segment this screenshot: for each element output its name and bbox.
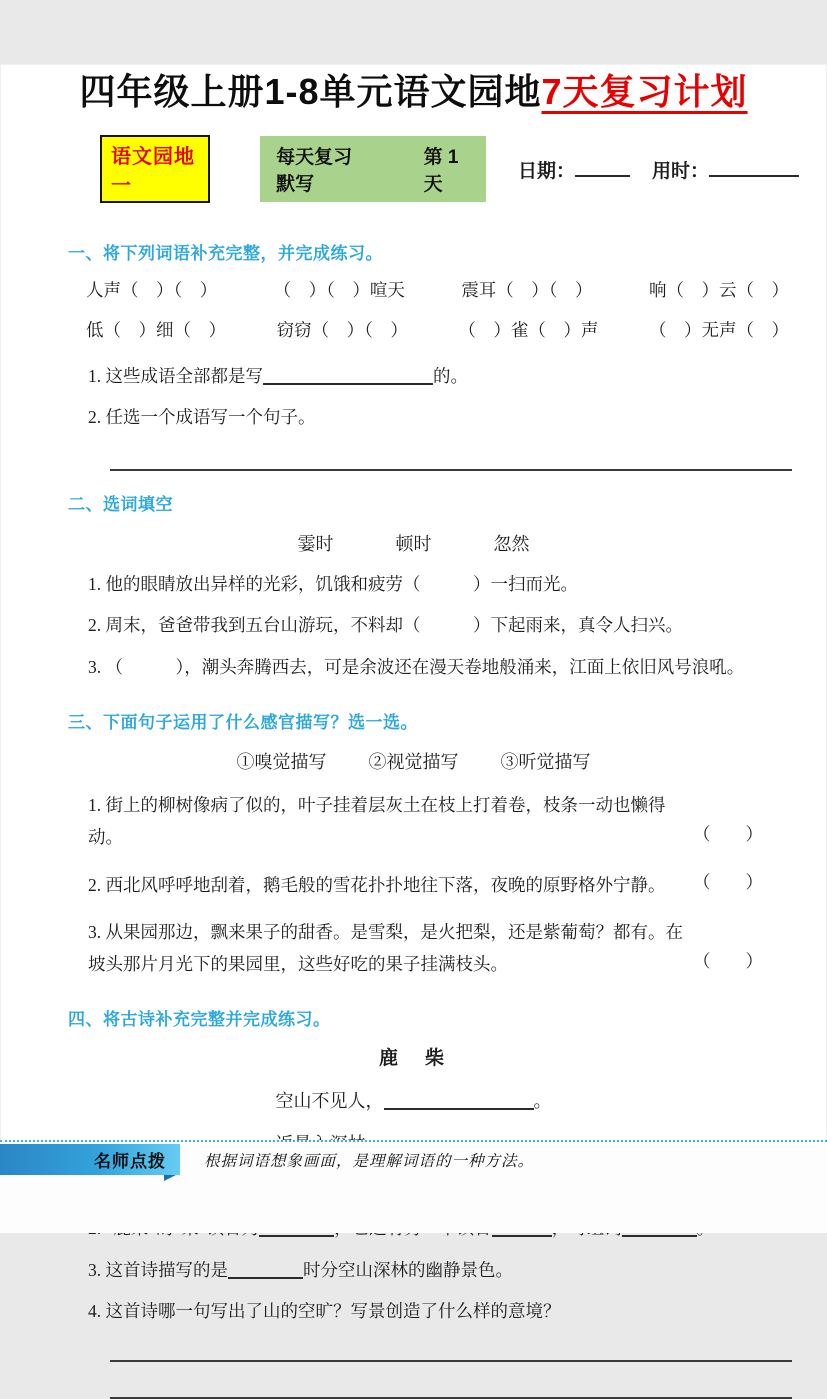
section3-item-1 <box>88 789 797 854</box>
question-text: 3. 这首诗描写的是 <box>88 1259 228 1280</box>
header-badge-row <box>100 135 799 203</box>
sense-options-row <box>0 748 827 774</box>
date-blank-line <box>575 157 630 176</box>
idiom-row-2 <box>86 317 789 342</box>
fill-in-blank <box>228 1261 303 1279</box>
section1-question-2: 2. 任选一个成语写一个句子。 <box>88 407 316 428</box>
idiom-cell: 震耳（ ）（ ） <box>461 280 593 300</box>
section3-item-2 <box>88 869 797 901</box>
sentence-text: 1. 街上的柳树像病了似的，叶子挂着层灰土在枝上打着卷，枝条一动也懒得动。 <box>88 794 666 848</box>
section2-item-3: 3. （ ），潮头奔腾西去，可是余波还在漫天卷地般涌来，江面上依旧风号浪吼。 <box>88 656 745 677</box>
sentence-text: 3. 从果园那边，飘来果子的甜香。是雪梨，是火把梨，还是紫葡萄？都有。在坡头那片月光下的果园里，这些好吃的果子挂满枝头。 <box>88 922 683 975</box>
idiom-cell: 低（ ）细（ ） <box>86 320 226 340</box>
section2-item-1: 1. 他的眼睛放出异样的光彩，饥饿和疲劳（ ）一扫而光。 <box>88 573 578 594</box>
section2-heading: 二、选词填空 <box>68 494 173 514</box>
sense-option: ①嗅觉描写 <box>236 751 327 772</box>
idiom-cell: （ ）雀（ ）声 <box>458 320 599 340</box>
daily-review-label: 每天复习默写 <box>276 147 353 195</box>
answer-bracket: （ ） <box>693 824 763 845</box>
idiom-cell: 人声（ ）（ ） <box>86 280 218 300</box>
fill-in-blank <box>263 367 433 385</box>
question-text: 时分空山深林的幽静景色。 <box>303 1259 513 1280</box>
idiom-cell: 响（ ）云（ ） <box>648 280 789 300</box>
poem-text: 。 <box>533 1090 552 1111</box>
teacher-tip-text: 根据词语想象画面，是理解词语的一种方法。 <box>204 1152 535 1170</box>
date-label: 日期： <box>517 160 575 182</box>
poem-text: 空山不见人， <box>275 1090 384 1111</box>
teacher-tip-bar <box>0 1140 827 1233</box>
answer-bracket: （ ） <box>693 951 763 972</box>
poem-line-1 <box>0 1087 827 1113</box>
teacher-tip-label: 名师点拨 <box>0 1144 180 1175</box>
section4-heading: 四、将古诗补充完整并完成练习。 <box>68 1009 331 1029</box>
poem-title: 鹿 柴 <box>378 1047 448 1069</box>
teacher-tip-inner <box>0 1144 827 1175</box>
time-blank-line <box>709 157 799 176</box>
page-title-black: 四年级上册1-8单元语文园地 <box>79 71 542 112</box>
section3-item-3 <box>88 916 797 981</box>
sense-option: ③听觉描写 <box>500 751 591 772</box>
idiom-cell: （ ）（ ）喧天 <box>273 280 405 300</box>
time-field <box>652 156 799 183</box>
answer-bracket: （ ） <box>693 871 763 892</box>
idiom-cell: 窃窃（ ）（ ） <box>276 320 408 340</box>
question-text: 的。 <box>433 366 468 386</box>
sentence-text: 2. 西北风呼呼地刮着，鹅毛般的雪花扑扑地往下落，夜晚的原野格外宁静。 <box>88 874 666 895</box>
worksheet-page <box>0 64 827 1321</box>
unit-badge: 语文园地一 <box>100 135 210 203</box>
daily-review-badge <box>260 136 486 202</box>
section4-question-3 <box>88 1258 797 1283</box>
section2-item-2: 2. 周末，爸爸带我到五台山游玩，不料却（ ）下起雨来，真令人扫兴。 <box>88 615 683 636</box>
idiom-cell: （ ）无声（ ） <box>648 320 789 340</box>
question-text: 1. 这些成语全部都是写 <box>88 366 263 386</box>
answer-line <box>110 469 792 471</box>
page-title-red-underlined: 7天复习计划 <box>541 71 748 112</box>
word-choice: 忽然 <box>493 533 530 554</box>
page-title <box>26 64 801 115</box>
section1-heading: 一、将下列词语补充完整，并完成练习。 <box>68 244 383 263</box>
sense-option: ②视觉描写 <box>368 751 459 772</box>
section3-heading: 三、下面句子运用了什么感官描写？选一选。 <box>68 712 418 732</box>
word-choices-row <box>0 530 827 556</box>
day-number-label: 第 1 天 <box>423 147 459 195</box>
date-field <box>518 156 630 183</box>
answer-line <box>110 1360 792 1362</box>
fill-in-blank <box>384 1091 534 1109</box>
word-choice: 顿时 <box>395 533 432 554</box>
section4-question-4: 4. 这首诗哪一句写出了山的空旷？写景创造了什么样的意境？ <box>88 1300 561 1321</box>
idiom-row-1 <box>86 277 789 302</box>
time-label: 用时： <box>651 160 709 182</box>
section1-question-1 <box>88 364 797 389</box>
word-choice: 霎时 <box>297 533 334 554</box>
